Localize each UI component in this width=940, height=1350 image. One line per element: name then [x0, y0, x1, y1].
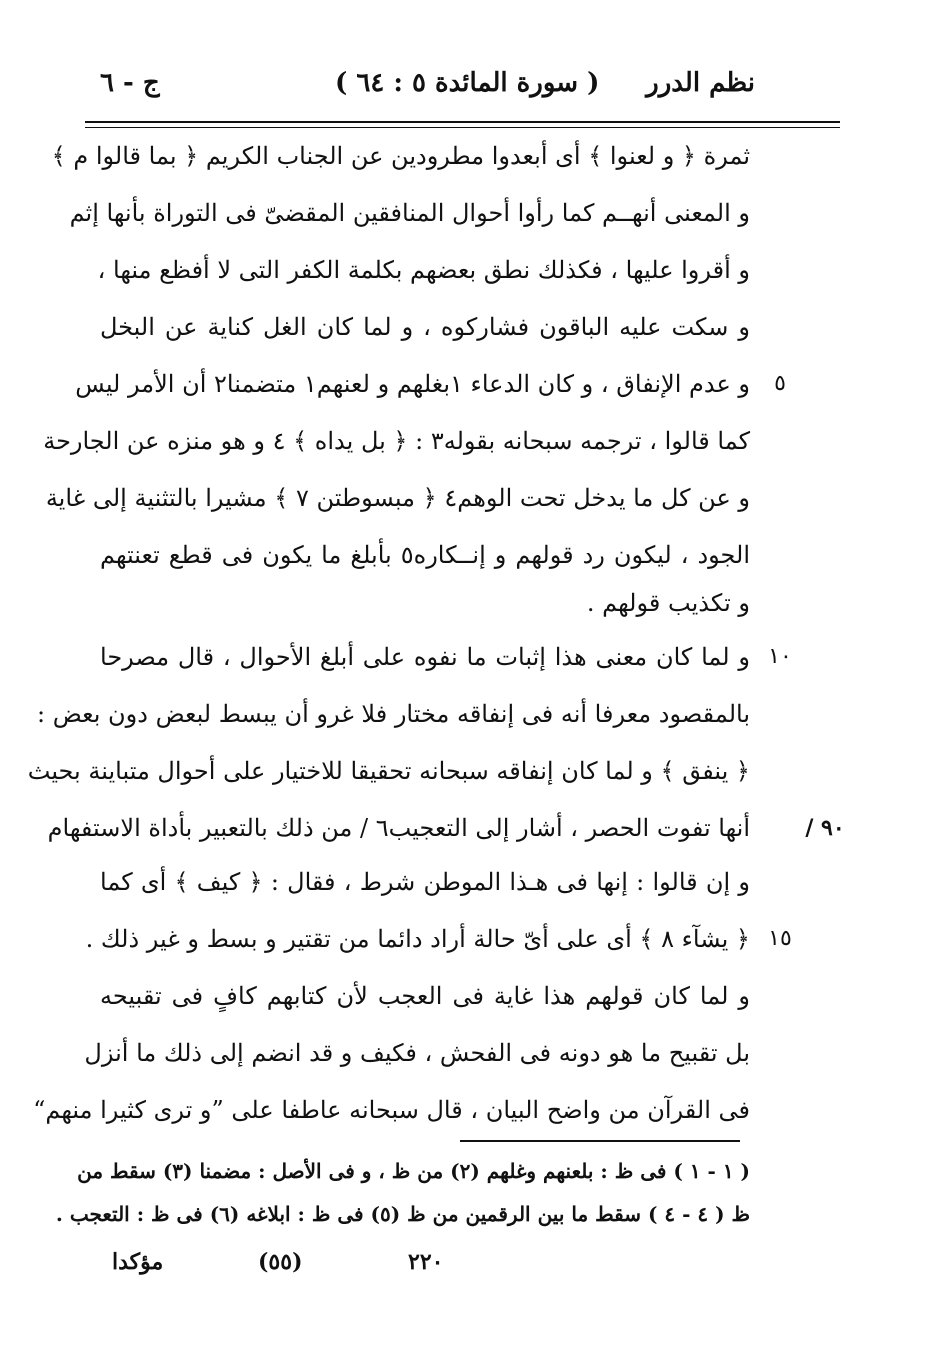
book-title: نظم الدرر	[646, 68, 755, 98]
text-line: و سكت عليه الباقون فشاركوه ، و لما كان الغل كناية عن البخل	[100, 313, 750, 341]
text-line: و أقروا عليها ، فكذلك نطق بعضهم بكلمة الكفر التى لا أفظع منها ،	[97, 256, 750, 284]
text-line: ﴿ ينفق ﴾ و لما كان إنفاقه سبحانه تحقيقا للاختيار على أحوال متباينة بحيث	[27, 757, 750, 785]
page-number: ٢٢٠	[408, 1249, 444, 1275]
text-line: و إن قالوا : إنها فى هـذا الموطن شرط ، فقال : ﴿ كيف ﴾ أى كما	[100, 868, 750, 896]
text-line: و عدم الإنفاق ، و كان الدعاء ١بغلهم و لعنهم١ متضمنا٢ أن الأمر ليس	[75, 370, 750, 398]
surah-reference: ( سورة المائدة ٥ : ٦٤ )	[335, 68, 600, 98]
line-number-10: ١٠	[768, 644, 792, 669]
footnote-line: ظ ( ٤ - ٤ ) سقط ما بين الرقمين من ظ (٥) فى ظ : ابلاغه (٦) فى ظ : التعجب .	[55, 1202, 750, 1226]
header-rule-thick	[85, 121, 840, 123]
footnote-line: ( ١ - ١ ) فى ظ : بلعنهم وغلهم (٢) من ظ ، و فى الأصل : مضمنا (٣) سقط من	[77, 1159, 750, 1183]
volume-number: ج - ٦	[100, 68, 160, 98]
text-line: أنها تفوت الحصر ، أشار إلى التعجيب٦ / من ذلك بالتعبير بأداة الاستفهام	[47, 814, 750, 842]
line-number-15: ١٥	[768, 926, 792, 951]
text-line: ثمرة ﴿ و لعنوا ﴾ أى أبعدوا مطرودين عن الجناب الكريم ﴿ بما قالوا م ﴾	[51, 142, 750, 170]
text-line: ﴿ يشآء ٨ ﴾ أى على أىّ حالة أراد دائما من تقتير و بسط و غير ذلك .	[85, 925, 750, 953]
text-line: بالمقصود معرفا أنه فى إنفاقه مختار فلا غرو أن يبسط لبعض دون بعض :	[37, 700, 750, 728]
catchword: مؤكدا	[112, 1249, 164, 1275]
text-line: بل تقبيح ما هو دونه فى الفحش ، فكيف و قد انضم إلى ذلك ما أنزل	[84, 1039, 750, 1067]
text-line: الجود ، ليكون رد قولهم و إنــكاره٥ بأبلغ ما يكون فى قطع تعنتهم	[100, 541, 751, 569]
text-line: فى القرآن من واضح البيان ، قال سبحانه عاطفا على ”و ترى كثيرا منهم“	[33, 1096, 750, 1124]
header-rule-thin	[85, 127, 840, 128]
text-line: و المعنى أنهــم كما رأوا أحوال المنافقين المقضىّ فى التوراة بأنها إثم	[69, 199, 750, 227]
text-line: و عن كل ما يدخل تحت الوهم٤ ﴿ مبسوطتن ٧ ﴾ مشيرا بالتثنية إلى غاية	[45, 484, 750, 512]
text-line: كما قالوا ، ترجمه سبحانه بقوله٣ : ﴿ بل يداه ﴾ ٤ و هو منزه عن الجارحة	[43, 427, 750, 455]
margin-folio-marker: ٩٠ /	[805, 815, 845, 841]
text-line: و لما كان معنى هذا إثبات ما نفوه على أبلغ الأحوال ، قال مصرحا	[100, 643, 750, 671]
part-number: (٥٥)	[258, 1249, 303, 1275]
footnote-rule	[460, 1140, 740, 1142]
text-line: و لما كان قولهم هذا غاية فى العجب لأن كتابهم كافٍ فى تقبيحه	[100, 982, 750, 1010]
text-line: و تكذيب قولهم .	[586, 589, 750, 617]
line-number-5: ٥	[774, 371, 786, 396]
